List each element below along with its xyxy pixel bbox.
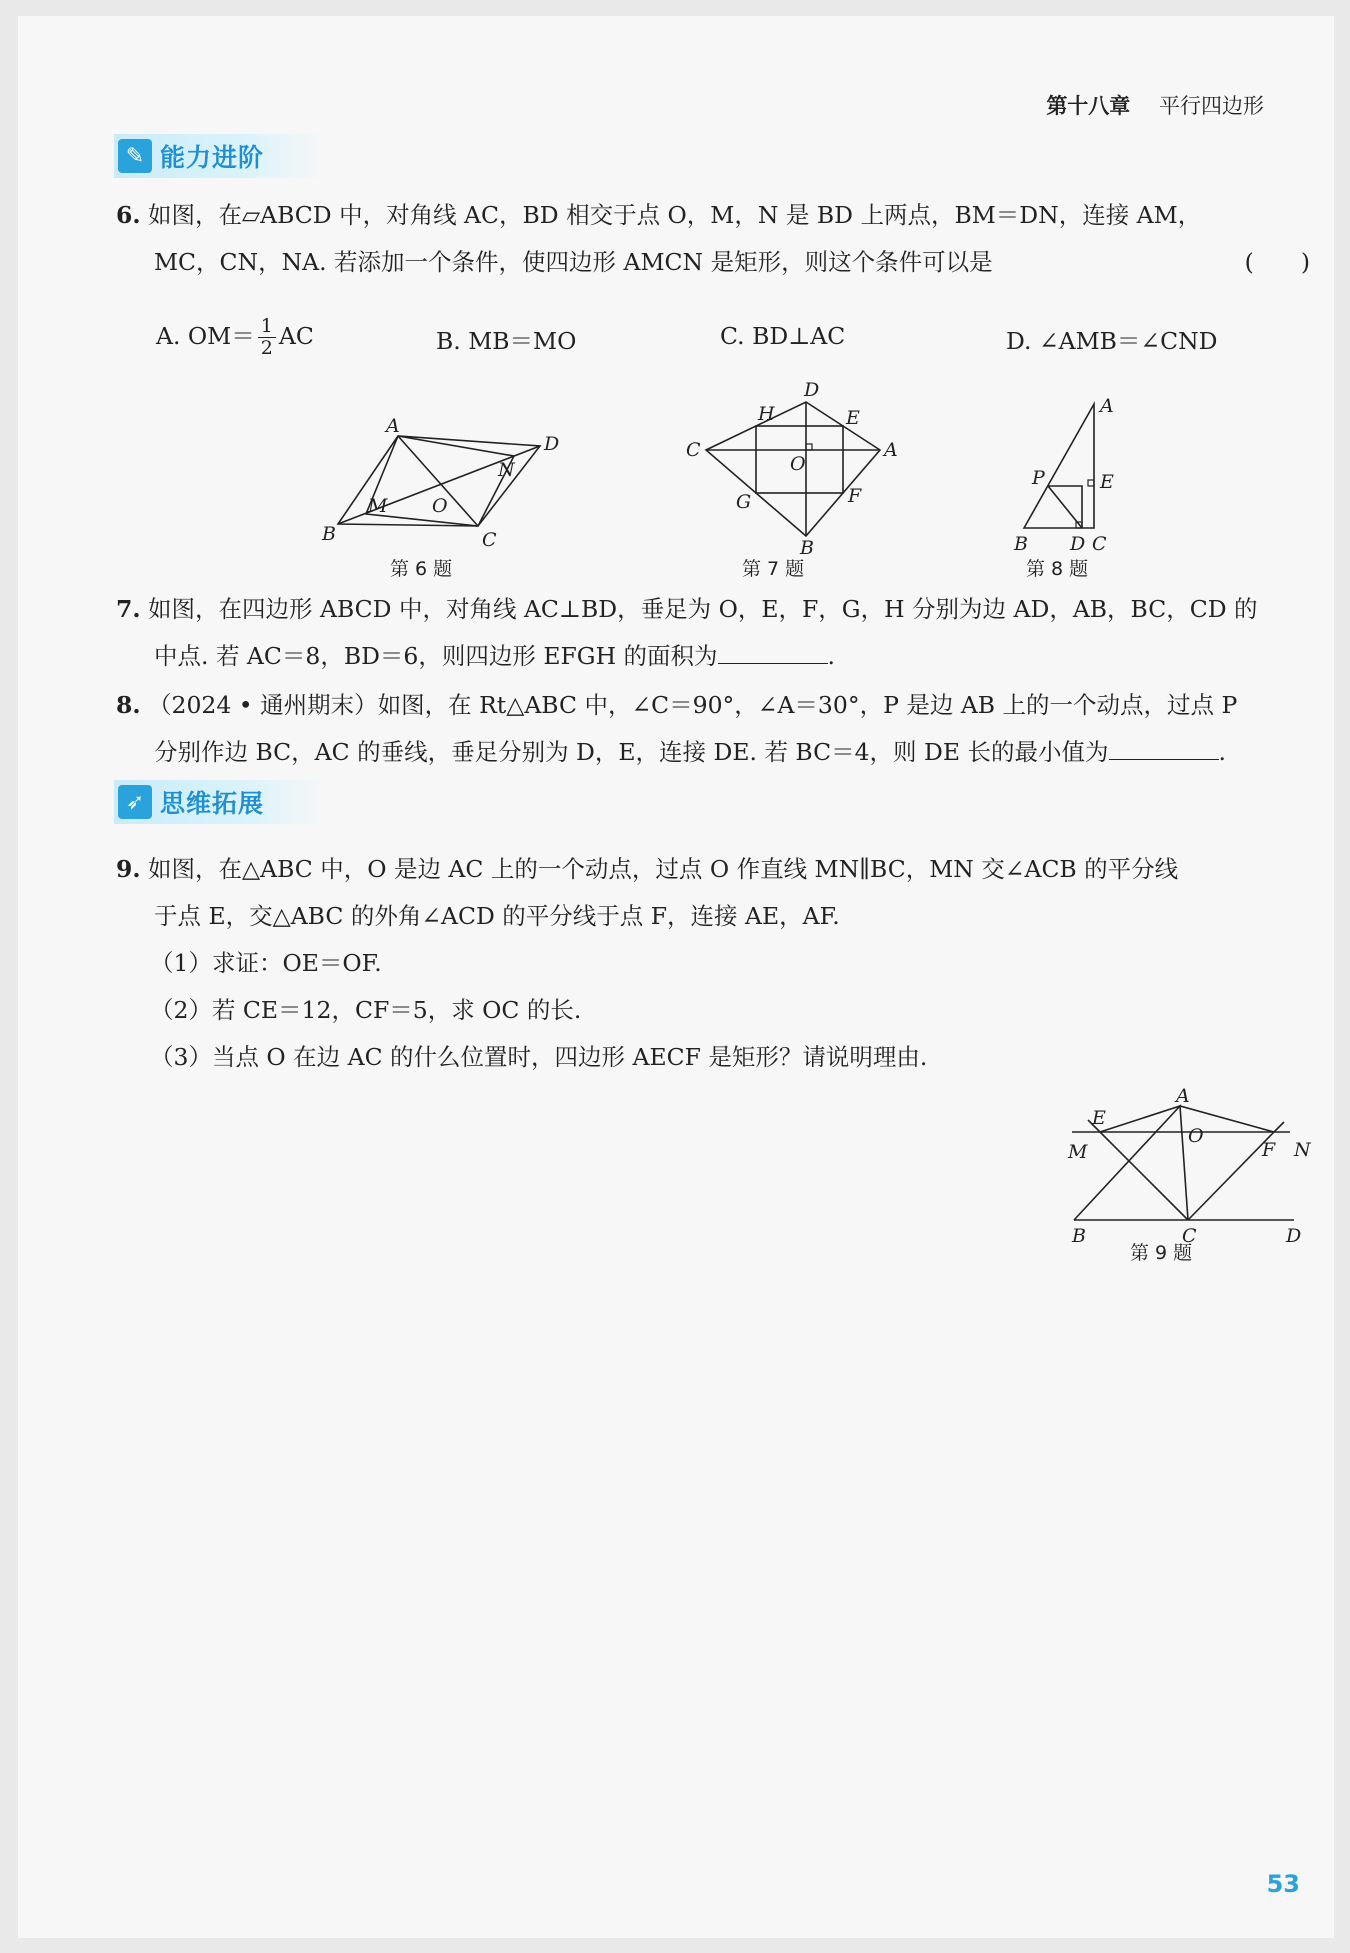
figure-7-caption: 第 7 题 [742, 558, 805, 580]
section-title-extension: 思维拓展 [160, 789, 265, 818]
label-b: B [800, 537, 814, 559]
label-c: C [686, 439, 701, 461]
label-h: H [758, 403, 775, 425]
triangle-abc [1024, 404, 1094, 528]
question-text-line2: 于点 E，交△ABC 的外角∠ACD 的平分线于点 F，连接 AE，AF. [154, 902, 840, 930]
label-d: D [544, 433, 560, 455]
fraction [258, 316, 276, 359]
label-o: O [1188, 1125, 1204, 1147]
figure-6-caption: 第 6 题 [390, 558, 453, 580]
answer-blank [718, 637, 828, 664]
section-banner-extension [114, 780, 324, 824]
sub-question-3: （3）当点 O 在边 AC 的什么位置时，四边形 AECF 是矩形？请说明理由. [150, 1043, 928, 1071]
choices-6 [156, 316, 1316, 376]
figure-9-diagram [1058, 1078, 1318, 1247]
label-b: B [1072, 1225, 1086, 1247]
segments-ae-af [1100, 1106, 1274, 1132]
fraction-numerator: 1 [258, 316, 276, 338]
bisector-ext-f [1274, 1122, 1284, 1132]
question-text-line1: （2024 • 通州期末）如图，在 Rt△ABC 中，∠C＝90°，∠A＝30°，P 是边 AB 上的一个动点，过点 P [148, 691, 1238, 719]
figure-8-caption: 第 8 题 [1026, 558, 1089, 580]
label-f: F [848, 485, 862, 507]
section-title-advanced: 能力进阶 [160, 143, 265, 172]
label-o: O [432, 495, 448, 517]
fraction-denominator: 2 [260, 337, 273, 359]
label-m: M [1068, 1141, 1088, 1163]
label-d: D [1286, 1225, 1302, 1247]
choice-c: C. BD⊥AC [720, 322, 846, 350]
pencil-icon: ✎ [118, 139, 152, 173]
page [18, 16, 1334, 1938]
label-m: M [368, 495, 388, 517]
question-7: 7. 如图，在四边形 ABCD 中，对角线 AC⊥BD，垂足为 O，E，F，G，H 分别为边 AD，AB，BC，CD 的 中点. 若 AC＝8，BD＝6，则四边形 EFGH 的面积为 . [116, 595, 1258, 670]
question-number: 7. [116, 595, 141, 623]
label-e: E [1092, 1107, 1106, 1129]
question-text-line1: 如图，在▱ABCD 中，对角线 AC，BD 相交于点 O，M，N 是 BD 上两点，BM＝DN，连接 AM， [148, 201, 1202, 229]
question-text-line2: 中点. 若 AC＝8，BD＝6，则四边形 EFGH 的面积为 [154, 642, 718, 670]
figure-9 [1058, 1078, 1318, 1247]
page-header [1046, 90, 1264, 120]
chapter-label: 第十八章 [1046, 94, 1131, 118]
label-d: D [1070, 533, 1086, 555]
label-f: F [1262, 1139, 1276, 1161]
label-n: N [498, 459, 515, 481]
answer-paren: ( ) [1244, 248, 1310, 276]
label-e: E [1100, 471, 1114, 493]
label-p: P [1032, 467, 1045, 489]
choice-a-suffix: AC [278, 322, 314, 350]
label-g: G [736, 491, 752, 513]
label-c: C [1182, 1225, 1197, 1247]
label-d: D [804, 379, 820, 401]
label-b: B [322, 523, 336, 545]
question-number: 9. [116, 855, 141, 883]
question-8: 8. （2024 • 通州期末）如图，在 Rt△ABC 中，∠C＝90°，∠A＝30°，P 是边 AB 上的一个动点，过点 P 分别作边 BC，AC 的垂线，垂足分别为 D，E，连接 DE. 若 BC＝4，则 DE 长的最小值为 . [116, 691, 1238, 766]
figure-9-caption: 第 9 题 [1130, 1242, 1193, 1264]
rocket-icon: ➶ [118, 785, 152, 819]
label-c: C [482, 529, 497, 551]
choice-a-text: A. OM＝ [156, 322, 255, 350]
question-number: 6. [116, 201, 141, 229]
question-text-line1: 如图，在△ABC 中，O 是边 AC 上的一个动点，过点 O 作直线 MN∥BC，MN 交∠ACB 的平分线 [148, 855, 1179, 883]
label-o: O [790, 453, 806, 475]
right-angle-mark [806, 444, 812, 450]
sub-question-1: （1）求证：OE＝OF. [150, 949, 382, 977]
page-number: 53 [1266, 1870, 1300, 1898]
figure-8 [1008, 388, 1148, 557]
choice-d: D. ∠AMB＝∠CND [1006, 327, 1218, 355]
question-text-line2: MC，CN，NA. 若添加一个条件，使四边形 AMCN 是矩形，则这个条件可以是 [154, 248, 993, 276]
label-e: E [846, 407, 860, 429]
question-text-line2: 分别作边 BC，AC 的垂线，垂足分别为 D，E，连接 DE. 若 BC＝4，则 DE 长的最小值为 [154, 738, 1109, 766]
question-9 [116, 846, 1310, 1081]
choice-b: B. MB＝MO [436, 327, 577, 355]
right-angle-mark-e [1088, 480, 1094, 486]
question-6 [116, 192, 1310, 286]
label-c: C [1092, 533, 1107, 555]
label-a: A [884, 439, 898, 461]
label-a: A [1176, 1085, 1190, 1107]
section-banner-advanced [114, 134, 324, 178]
figure-6 [308, 414, 568, 558]
figure-7-diagram [678, 378, 908, 558]
label-n: N [1294, 1139, 1311, 1161]
answer-blank [1109, 733, 1219, 760]
figure-6-diagram [308, 414, 568, 554]
label-b: B [1014, 533, 1028, 555]
chapter-title: 平行四边形 [1159, 94, 1264, 118]
sub-question-2: （2）若 CE＝12，CF＝5，求 OC 的长. [150, 996, 582, 1024]
figure-7 [678, 378, 908, 562]
label-a: A [1100, 395, 1114, 417]
question-text-line1: 如图，在四边形 ABCD 中，对角线 AC⊥BD，垂足为 O，E，F，G，H 分别为边 AD，AB，BC，CD 的 [148, 595, 1258, 623]
figure-8-diagram [1008, 388, 1148, 553]
question-number: 8. [116, 691, 141, 719]
choice-a [156, 316, 314, 359]
label-a: A [386, 415, 400, 437]
